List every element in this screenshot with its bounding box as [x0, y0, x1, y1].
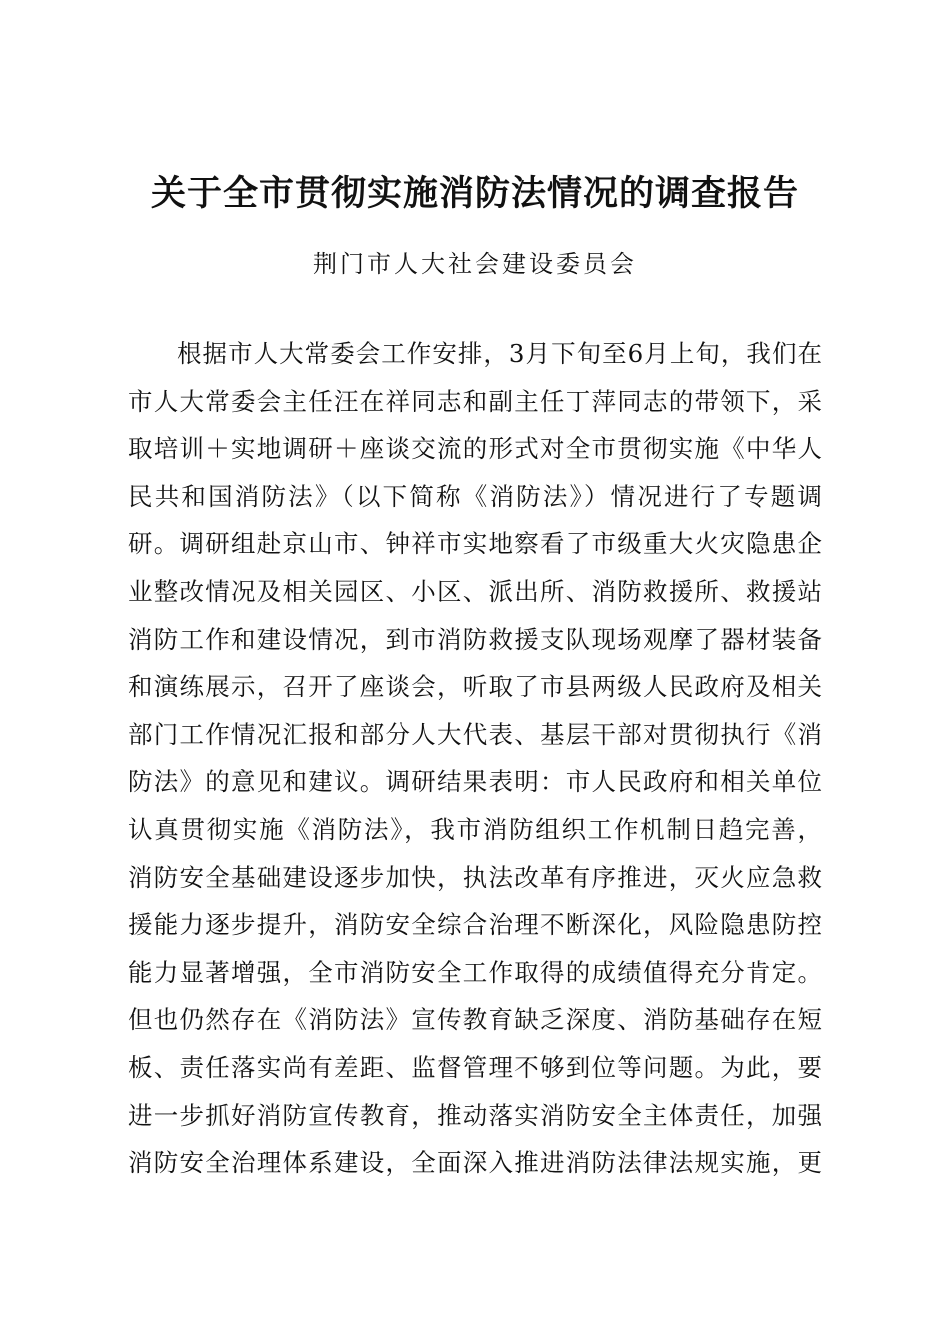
text-line: 但也仍然存在《消防法》宣传教育缺乏深度、消防基础存在短: [128, 1005, 822, 1035]
document-author: 荆门市人大社会建设委员会: [313, 250, 637, 278]
text-line: 根据市人大常委会工作安排，3月下旬至6月上旬，我们在: [177, 339, 822, 368]
text-line: 部门工作情况汇报和部分人大代表、基层干部对贯彻执行《消: [128, 719, 822, 749]
text-line: 业整改情况及相关园区、小区、派出所、消防救援所、救援站: [128, 576, 822, 606]
document-title: 关于全市贯彻实施消防法情况的调查报告: [150, 173, 799, 214]
body-paragraph: [128, 330, 822, 1187]
text-line: 进一步抓好消防宣传教育，推动落实消防安全主体责任，加强: [128, 1100, 822, 1130]
text-line: 能力显著增强，全市消防安全工作取得的成绩值得充分肯定。: [128, 957, 822, 987]
text-line: 认真贯彻实施《消防法》，我市消防组织工作机制日趋完善，: [128, 814, 822, 844]
text-line: 研。调研组赴京山市、钟祥市实地察看了市级重大火灾隐患企: [128, 529, 822, 559]
text-line: 消防安全基础建设逐步加快，执法改革有序推进，灭火应急救: [128, 862, 822, 892]
text-line: 市人大常委会主任汪在祥同志和副主任丁萍同志的带领下，采: [128, 386, 822, 416]
text-line: 板、责任落实尚有差距、监督管理不够到位等问题。为此，要: [128, 1052, 822, 1082]
text-line: 取培训＋实地调研＋座谈交流的形式对全市贯彻实施《中华人: [128, 434, 822, 464]
text-line: 援能力逐步提升，消防安全综合治理不断深化，风险隐患防控: [128, 910, 822, 940]
text-line: 防法》的意见和建议。调研结果表明：市人民政府和相关单位: [128, 767, 822, 797]
text-line: 消防工作和建设情况，到市消防救援支队现场观摩了器材装备: [128, 624, 822, 654]
text-line: 民共和国消防法》（以下简称《消防法》）情况进行了专题调: [128, 481, 822, 511]
text-line: 消防安全治理体系建设，全面深入推进消防法律法规实施，更: [128, 1148, 822, 1178]
text-line: 和演练展示，召开了座谈会，听取了市县两级人民政府及相关: [128, 672, 822, 702]
